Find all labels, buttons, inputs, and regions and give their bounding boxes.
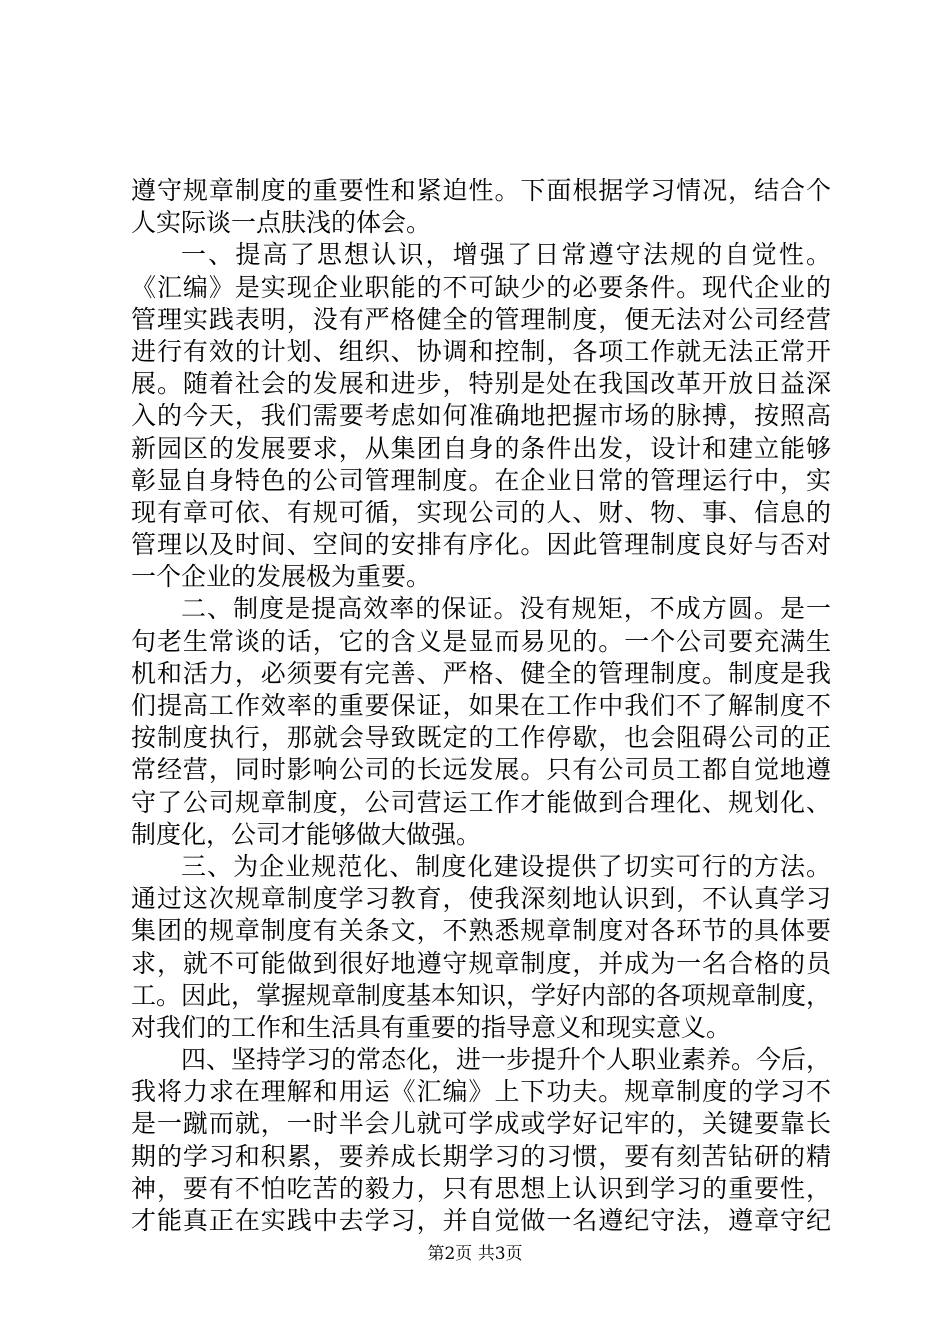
- text-line: 对我们的工作和生活具有重要的指导意义和现实意义。: [131, 1012, 732, 1042]
- text-line: 常经营，同时影响公司的长远发展。只有公司员工都自觉地遵: [131, 755, 831, 785]
- text-line: 一个企业的发展极为重要。: [131, 562, 432, 592]
- text-line: 四、坚持学习的常态化，进一步提升个人职业素养。今后，: [181, 1045, 831, 1075]
- document-body: [131, 175, 831, 1237]
- text-line: 管理实践表明，没有严格健全的管理制度，便无法对公司经营: [131, 304, 831, 334]
- text-line: 新园区的发展要求，从集团自身的条件出发，设计和建立能够: [131, 433, 831, 463]
- text-line: 按制度执行，那就会导致既定的工作停歇，也会阻碍公司的正: [131, 723, 831, 753]
- text-line: 集团的规章制度有关条文，不熟悉规章制度对各环节的具体要: [131, 916, 831, 946]
- text-line: 入的今天，我们需要考虑如何准确地把握市场的脉搏，按照高: [131, 401, 831, 431]
- text-line: 守了公司规章制度，公司营运工作才能做到合理化、规划化、: [131, 787, 831, 817]
- text-line: 管理以及时间、空间的安排有序化。因此管理制度良好与否对: [131, 530, 831, 560]
- text-line: 神，要有不怕吃苦的毅力，只有思想上认识到学习的重要性，: [131, 1173, 831, 1203]
- text-line: 展。随着社会的发展和进步，特别是处在我国改革开放日益深: [131, 369, 831, 399]
- page-number-footer: 第2页 共3页: [427, 1244, 523, 1264]
- text-line: 才能真正在实践中去学习，并自觉做一名遵纪守法，遵章守纪: [131, 1206, 831, 1235]
- text-line: 期的学习和积累，要养成长期学习的习惯，要有刻苦钻研的精: [131, 1141, 831, 1171]
- text-line: 现有章可依、有规可循，实现公司的人、财、物、事、信息的: [131, 497, 831, 527]
- text-line: 们提高工作效率的重要保证，如果在工作中我们不了解制度不: [131, 691, 831, 720]
- text-line: 人实际谈一点肤浅的体会。: [131, 208, 432, 238]
- text-line: 句老生常谈的话，它的含义是显而易见的。一个公司要充满生: [131, 626, 831, 656]
- text-line: 机和活力，必须要有完善、严格、健全的管理制度。制度是我: [131, 658, 831, 688]
- text-line: 三、为企业规范化、制度化建设提供了切实可行的方法。: [181, 851, 831, 881]
- text-line: 一、提高了思想认识，增强了日常遵守法规的自觉性。: [181, 240, 831, 270]
- text-line: 《汇编》是实现企业职能的不可缺少的必要条件。现代企业的: [131, 272, 831, 302]
- text-line: 通过这次规章制度学习教育，使我深刻地认识到，不认真学习: [131, 884, 831, 914]
- text-line: 工。因此，掌握规章制度基本知识，学好内部的各项规章制度，: [131, 980, 831, 1010]
- text-line: 进行有效的计划、组织、协调和控制，各项工作就无法正常开: [131, 336, 831, 366]
- text-line: 我将力求在理解和用运《汇编》上下功夫。规章制度的学习不: [131, 1077, 831, 1107]
- text-line: 彰显自身特色的公司管理制度。在企业日常的管理运行中，实: [131, 465, 831, 495]
- text-line: 求，就不可能做到很好地遵守规章制度，并成为一名合格的员: [131, 948, 831, 978]
- text-line: 是一蹴而就，一时半会儿就可学成或学好记牢的，关键要靠长: [131, 1109, 831, 1139]
- text-line: 制度化，公司才能够做大做强。: [131, 819, 482, 849]
- text-line: 遵守规章制度的重要性和紧迫性。下面根据学习情况，结合个: [131, 176, 831, 205]
- text-line: 二、制度是提高效率的保证。没有规矩，不成方圆。是一: [181, 594, 831, 624]
